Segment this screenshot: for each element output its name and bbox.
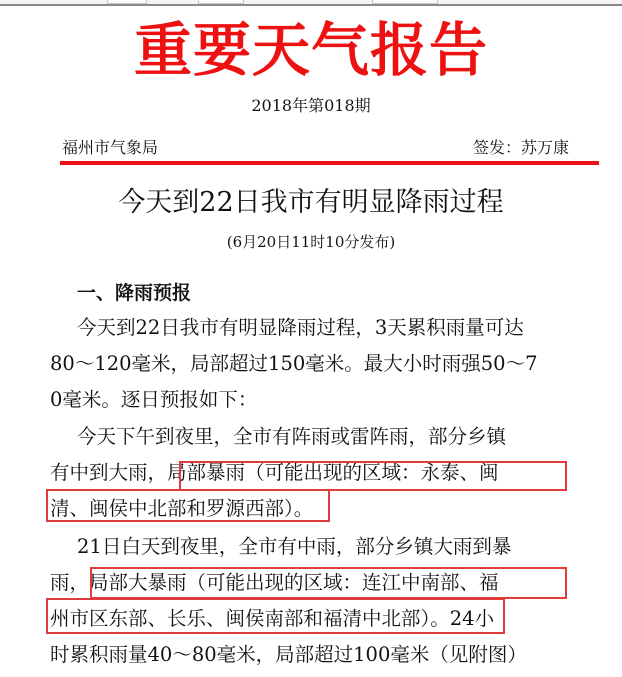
paragraph-line: 80～120毫米，局部超过150毫米。最大小时雨强50～7	[50, 352, 538, 375]
paragraph-line: 州市区东部、长乐、闽侯南部和福清中北部）。24小	[50, 607, 495, 630]
paragraph-line: 今天下午到夜里，全市有阵雨或雷阵雨，部分乡镇	[77, 425, 507, 448]
highlight-box	[90, 567, 567, 599]
paragraph-line: 清、闽侯中北部和罗源西部）。	[50, 497, 314, 520]
issue-number: 2018年第018期	[251, 96, 371, 115]
paragraph-line: 今天到22日我市有明显降雨过程，3天累积雨量可达	[77, 316, 524, 339]
paragraph-line: 有中到大雨，局部暴雨（可能出现的区域：永泰、闽	[50, 461, 499, 484]
highlight-box	[179, 461, 567, 491]
toolbar-control[interactable]	[107, 0, 147, 4]
issuing-organization: 福州市气象局	[62, 138, 159, 157]
signer: 签发：苏万康	[472, 138, 569, 157]
section-heading: 一、降雨预报	[77, 282, 192, 304]
report-title: 重要天气报告	[133, 16, 488, 84]
paragraph-line: 0毫米。逐日预报如下：	[50, 388, 258, 411]
red-divider	[60, 161, 599, 165]
toolbar-strip	[0, 0, 622, 6]
headline: 今天到22日我市有明显降雨过程	[118, 187, 504, 218]
highlight-box	[46, 489, 330, 522]
paragraph-line: 时累积雨量40～80毫米，局部超过100毫米（见附图）	[50, 643, 527, 666]
paragraph-line: 雨，局部大暴雨（可能出现的区域：连江中南部、福	[50, 571, 499, 594]
publish-time: (6月20日11时10分发布)	[226, 233, 396, 251]
toolbar-control[interactable]	[372, 0, 438, 4]
highlight-box	[46, 598, 505, 634]
toolbar-control[interactable]	[198, 0, 244, 4]
paragraph-line: 21日白天到夜里，全市有中雨，部分乡镇大雨到暴	[77, 535, 512, 558]
